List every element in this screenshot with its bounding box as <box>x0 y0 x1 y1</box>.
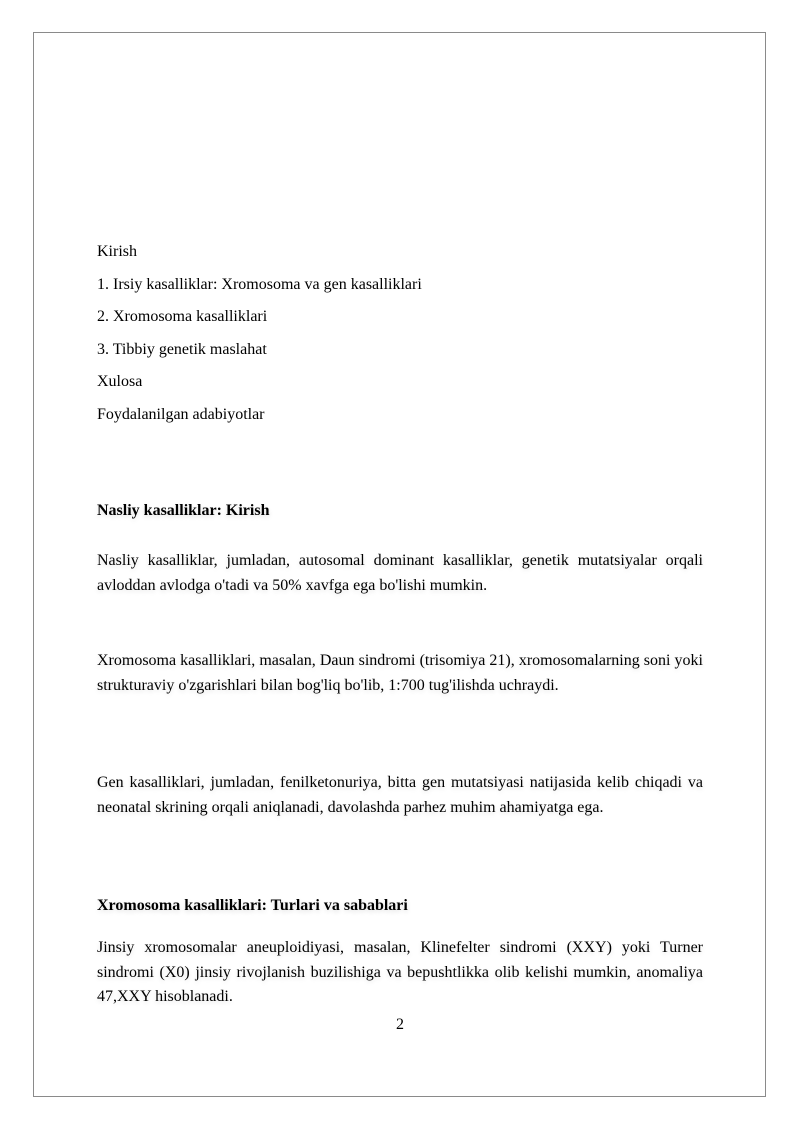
paragraph-hereditary-diseases: Nasliy kasalliklar, jumladan, autosomal dominant kasalliklar, genetik mutatsiyalar orqali avloddan avlodga o'tadi va 50% xavfga ega bo'lishi mumkin. <box>97 552 703 594</box>
paragraph-sex-chromosome-aneuploidy: Jinsiy xromosomalar aneuploidiyasi, masalan, Klinefelter sindromi (XXY) yoki Turner sindromi (X0) jinsiy rivojlanish buzilishiga va bepushtlikka olib kelishi mumkin, anomaliya 47,XXY hisoblanadi. <box>97 939 703 1005</box>
table-of-contents <box>97 241 707 437</box>
paragraph-chromosome-diseases: Xromosoma kasalliklari, masalan, Daun sindromi (trisomiya 21), xromosomalarning soni yoki strukturaviy o'zgarishlari bilan bog'liq bo'lib, 1:700 tug'ilishda uchraydi. <box>97 652 703 694</box>
paragraph-gene-diseases: Gen kasalliklari, jumladan, fenilketonuriya, bitta gen mutatsiyasi natijasida kelib chiqadi va neonatal skrining orqali aniqlanadi, davolashda parhez muhim ahamiyatga ega. <box>97 774 703 816</box>
section-heading-introduction: Nasliy kasalliklar: Kirish <box>97 502 270 519</box>
toc-item-chapter-3: 3. Tibbiy genetik maslahat <box>97 340 267 358</box>
toc-item-introduction: Kirish <box>97 243 137 260</box>
toc-item-references: Foydalanilgan adabiyotlar <box>97 405 265 423</box>
toc-item-chapter-2: 2. Xromosoma kasalliklari <box>97 308 268 326</box>
toc-item-conclusion: Xulosa <box>97 373 143 391</box>
toc-item-chapter-1: 1. Irsiy kasalliklar: Xromosoma va gen kasalliklari <box>97 275 422 293</box>
page-number: 2 <box>396 1016 404 1033</box>
section-heading-chromosome-types: Xromosoma kasalliklari: Turlari va sabablari <box>97 897 408 914</box>
